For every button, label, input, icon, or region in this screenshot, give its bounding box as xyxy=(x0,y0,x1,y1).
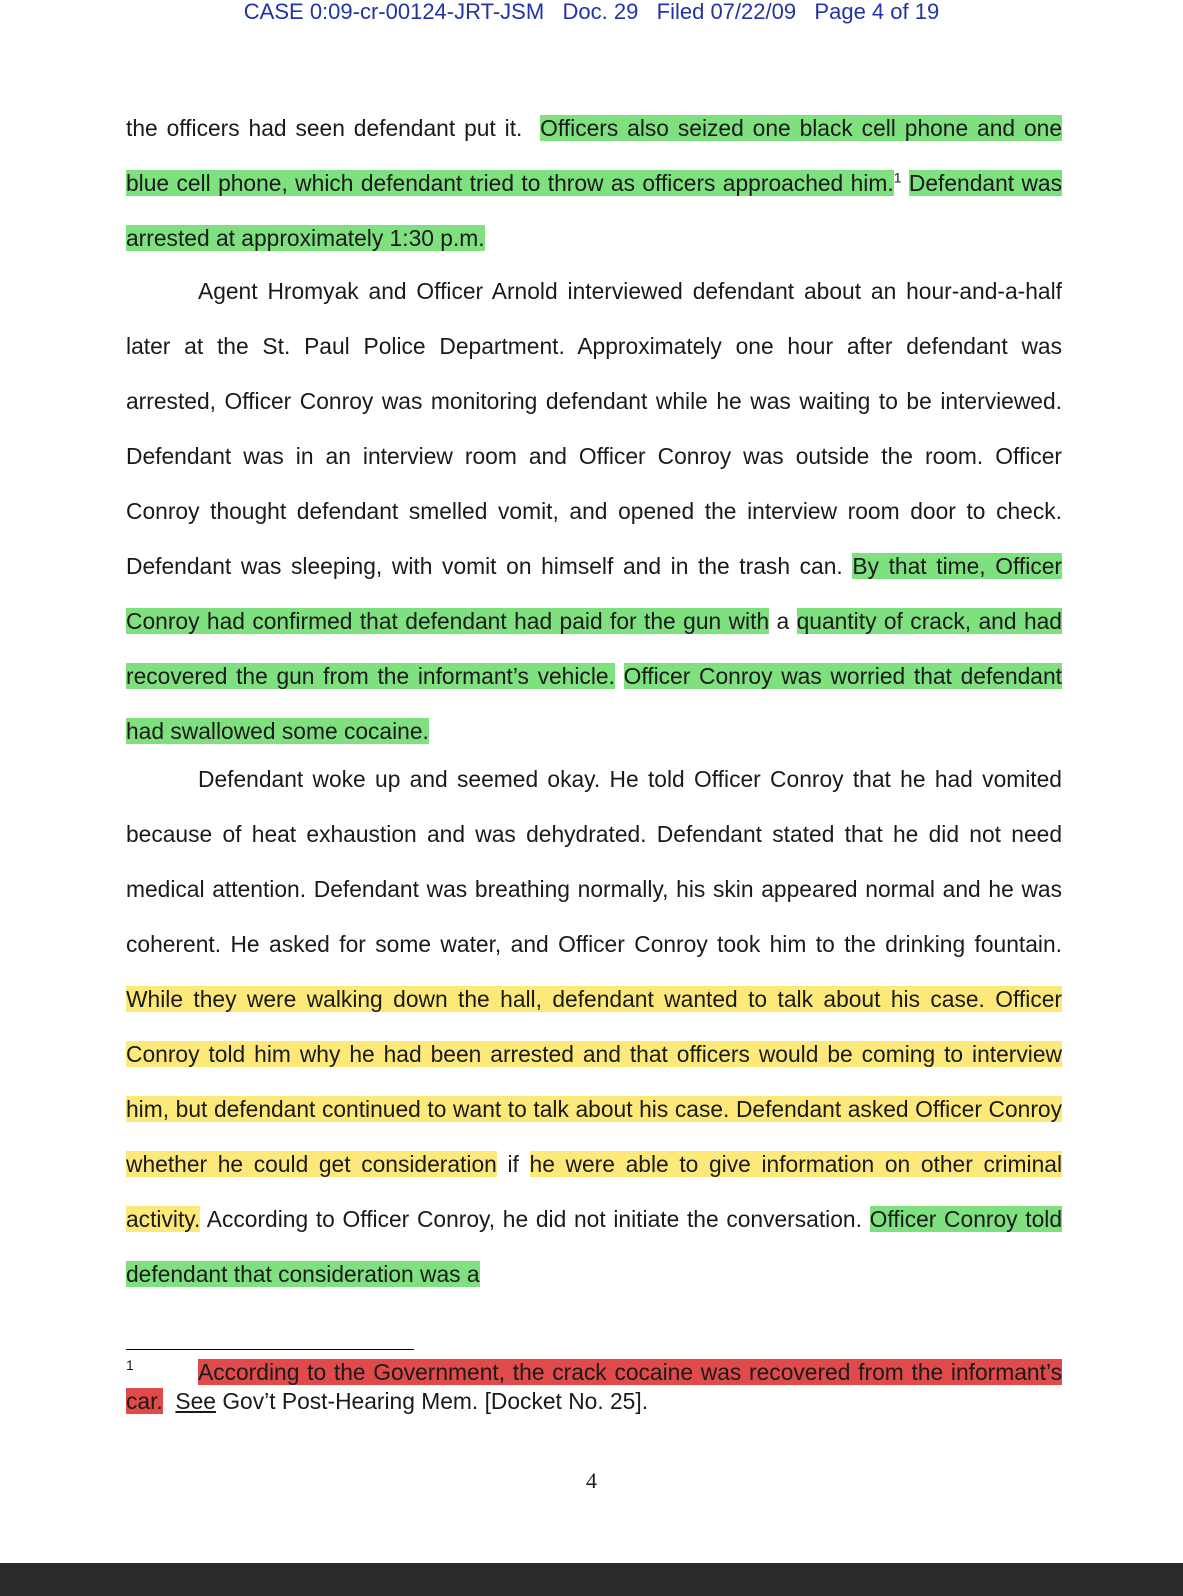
case-header: CASE 0:09-cr-00124-JRT-JSM Doc. 29 Filed 07/22/09 Page 4 of 19 xyxy=(243,0,940,24)
highlight-criminal-activity: he were able to give information on other criminal activity. xyxy=(126,1151,1063,1232)
bottom-toolbar-bar xyxy=(0,1563,1183,1596)
footnote-divider xyxy=(126,1349,414,1350)
highlight-gun-payment: By that time, Officer Conroy had confirmed that defendant had paid for the gun with xyxy=(126,553,1062,634)
highlight-arrest-time: Defendant was arrested at approximately 1:30 p.m. xyxy=(126,170,1063,251)
interview-text-plain: Agent Hromyak and Officer Arnold interviewed defendant about an hour-and-a-half later at the St. Paul Police Department. Approximately one hour after defendant was arrested, Officer Conroy was monitoring defendant while he was waiting to be interviewed. Defendant was in an interview room and Officer Conroy was outside the room. Officer Conroy thought defendant smelled vomit, and opened the interview room door to check. Defendant was sleeping, with vomit on himself and in the trash can. xyxy=(126,278,1062,579)
page-number: 4 xyxy=(586,1468,597,1493)
hallway-text-if: if xyxy=(507,1151,519,1177)
footnote xyxy=(126,1358,1062,1416)
highlight-footnote-informant-car: According to the Government, the crack cocaine was recovered from the informant’s car. xyxy=(126,1359,1062,1414)
footnote-number: 1 xyxy=(126,1357,134,1373)
footnote-citation: Gov’t Post-Hearing Mem. [Docket No. 25]. xyxy=(222,1388,649,1414)
highlight-talk-about-case: While they were walking down the hall, defendant wanted to talk about his case. Officer Conroy told him why he had been arrested and that officers would be coming to interview him, but defendant continued to want to talk about his case. Defendant asked Officer Conroy whether he could get consideration xyxy=(126,986,1062,1177)
highlight-cell-phones: Officers also seized one black cell phone and one blue cell phone, which defendant tried to throw as officers approached him. xyxy=(126,115,1062,196)
paragraph-hallway xyxy=(126,752,1062,1302)
footnote-see: See xyxy=(175,1388,216,1414)
highlight-gun-recovered: quantity of crack, and had recovered the gun from the informant’s vehicle. xyxy=(126,608,1062,689)
footnote-reference[interactable]: 1 xyxy=(893,169,902,186)
hallway-text-plain: Defendant woke up and seemed okay. He told Officer Conroy that he had vomited because of heat exhaustion and was dehydrated. Defendant stated that he did not need medical attention. Defendant was breathing normally, his skin appeared normal and he was coherent. He asked for some water, and Officer Conroy took him to the drinking fountain. xyxy=(126,766,1062,957)
interview-text-a: a xyxy=(776,608,790,634)
hallway-text-initiate: According to Officer Conroy, he did not initiate the conversation. xyxy=(206,1206,862,1232)
highlight-consideration: Officer Conroy told defendant that consideration was a xyxy=(126,1206,1063,1287)
arrest-text-plain: the officers had seen defendant put it. xyxy=(126,115,523,141)
paragraph-interview xyxy=(126,264,1062,759)
paragraph-arrest xyxy=(126,101,1062,266)
highlight-swallowed-cocaine: Officer Conroy was worried that defendant had swallowed some cocaine. xyxy=(126,663,1063,744)
